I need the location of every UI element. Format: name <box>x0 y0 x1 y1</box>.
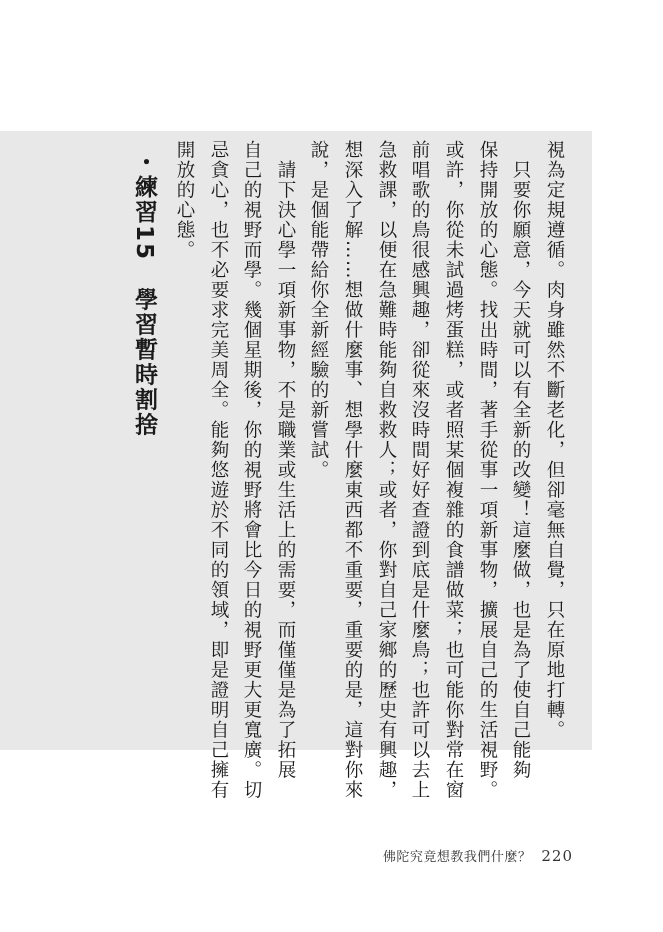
body-line: 急救課，以便在急難時能夠自救救人；或者，你對自己家鄉的歷史有興趣， <box>376 140 397 800</box>
body-line: 忌貪心，也不必要求完美周全。能夠悠遊於不同的領域，即是證明自己擁有 <box>208 140 229 800</box>
body-line: 請下決心學一項新事物，不是職業或生活上的需要，而僅僅是為了拓展 <box>275 140 296 780</box>
body-line: 只要你願意，今天就可以有全新的改變！這麼做，也是為了使自己能夠 <box>510 140 531 780</box>
page-footer <box>383 846 573 865</box>
body-line: 或許，你從未試過烤蛋糕，或者照某個複雜的食譜做菜；也可能你對常在窗 <box>443 140 464 800</box>
body-line: 前唱歌的鳥很感興趣，卻從來沒時間好好查證到底是什麼鳥；也許可以去上 <box>409 140 430 800</box>
heading-number: 練習15 <box>131 175 157 262</box>
exercise-heading <box>129 150 159 437</box>
page-number: 220 <box>541 847 573 865</box>
body-line: 想深入了解……想做什麼事、想學什麼東西都不重要，重要的是，這對你來 <box>342 140 363 800</box>
body-line: 視為定規遵循。肉身雖然不斷老化，但卻毫無自覺，只在原地打轉。 <box>544 140 565 740</box>
body-line: 說，是個能帶給你全新經驗的新嘗試。 <box>308 140 329 480</box>
body-line: 自己的視野而學。幾個星期後，你的視野將會比今日的視野更大更寬廣。切 <box>241 140 262 800</box>
heading-title: 學習暫時割捨 <box>131 287 157 438</box>
body-text <box>174 140 565 800</box>
heading-bullet: ・ <box>131 150 157 175</box>
body-line: 保持開放的心態。找出時間，著手從事一項新事物，擴展自己的生活視野。 <box>477 140 498 800</box>
book-title: 佛陀究竟想教我們什麼？ <box>382 850 532 865</box>
body-line: 開放的心態。 <box>174 140 195 260</box>
